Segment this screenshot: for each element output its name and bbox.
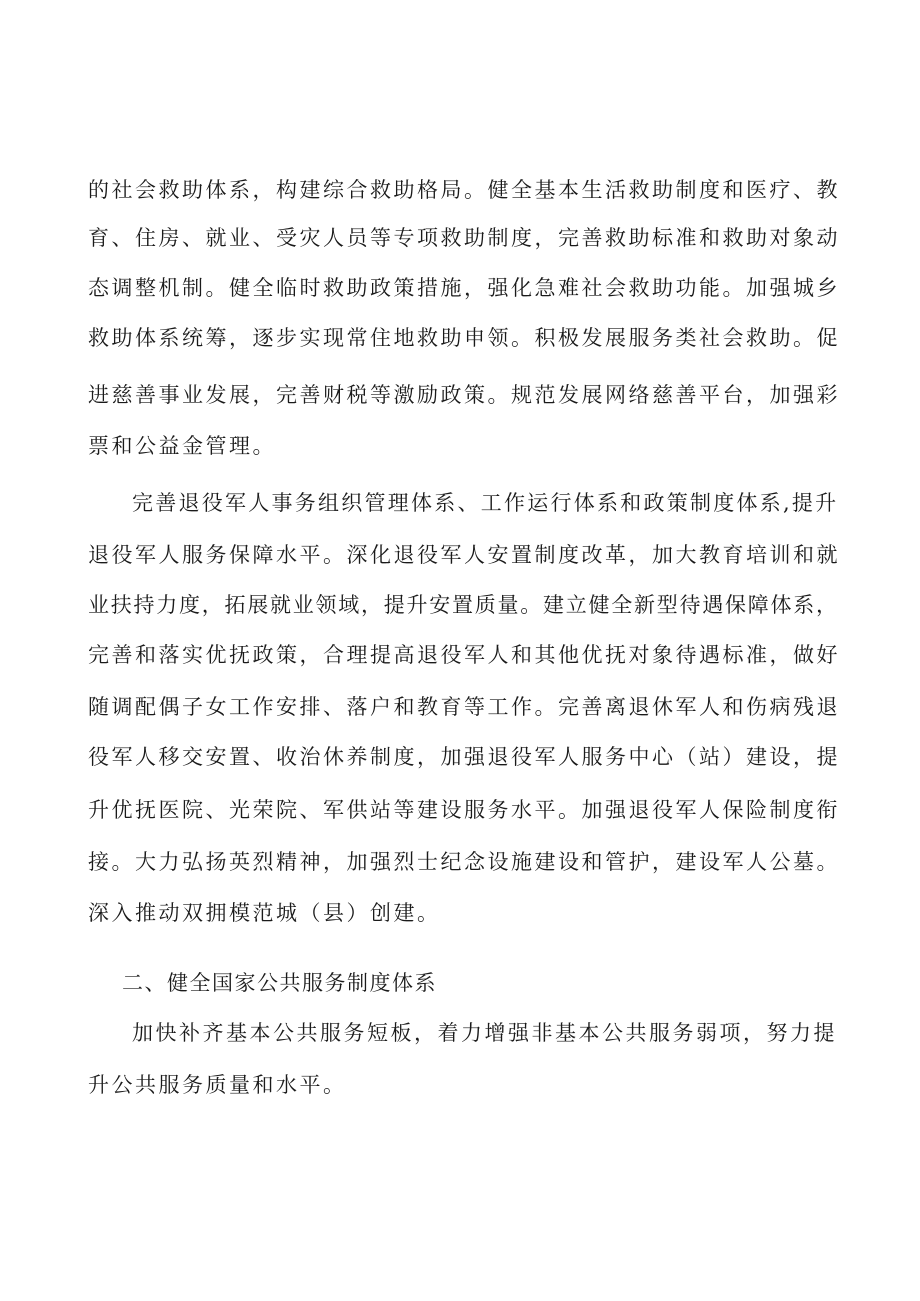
- paragraph-2-line: 接。大力弘扬英烈精神，加强烈士纪念设施建设和管护，建设军人公墓。: [88, 850, 840, 874]
- paragraph-2-line: 役军人移交安置、收治休养制度，加强退役军人服务中心（站）建设，提: [88, 745, 840, 769]
- paragraph-1-line: 的社会救助体系，构建综合救助格局。健全基本生活救助制度和医疗、教: [88, 178, 840, 202]
- paragraph-3-line: 加快补齐基本公共服务短板，着力增强非基本公共服务弱项，努力提: [132, 1021, 837, 1045]
- paragraph-1-line: 进慈善事业发展，完善财税等激励政策。规范发展网络慈善平台，加强彩: [88, 383, 840, 407]
- paragraph-1-line: 救助体系统筹，逐步实现常住地救助申领。积极发展服务类社会救助。促: [88, 326, 840, 350]
- paragraph-2-line: 深入推动双拥模范城（县）创建。: [88, 901, 441, 925]
- paragraph-2-line: 业扶持力度，拓展就业领域，提升安置质量。建立健全新型待遇保障体系，: [88, 593, 839, 617]
- paragraph-2-line: 升优抚医院、光荣院、军供站等建设服务水平。加强退役军人保险制度衔: [88, 798, 840, 822]
- paragraph-2-line: 完善退役军人事务组织管理体系、工作运行体系和政策制度体系,提升: [132, 491, 839, 515]
- paragraph-2-line: 完善和落实优抚政策，合理提高退役军人和其他优抚对象待遇标准，做好: [88, 643, 840, 667]
- paragraph-1-line: 态调整机制。健全临时救助政策措施，强化急难社会救助功能。加强城乡: [88, 276, 840, 300]
- paragraph-2-line: 退役军人服务保障水平。深化退役军人安置制度改革，加大教育培训和就: [88, 543, 840, 567]
- paragraph-1-line: 票和公益金管理。: [88, 434, 276, 458]
- paragraph-2-line: 随调配偶子女工作安排、落户和教育等工作。完善离退休军人和伤病残退: [88, 695, 840, 719]
- paragraph-3-line: 升公共服务质量和水平。: [88, 1073, 347, 1097]
- section-heading: 二、健全国家公共服务制度体系: [122, 971, 437, 995]
- paragraph-1-line: 育、住房、就业、受灾人员等专项救助制度，完善救助标准和救助对象动: [88, 226, 840, 250]
